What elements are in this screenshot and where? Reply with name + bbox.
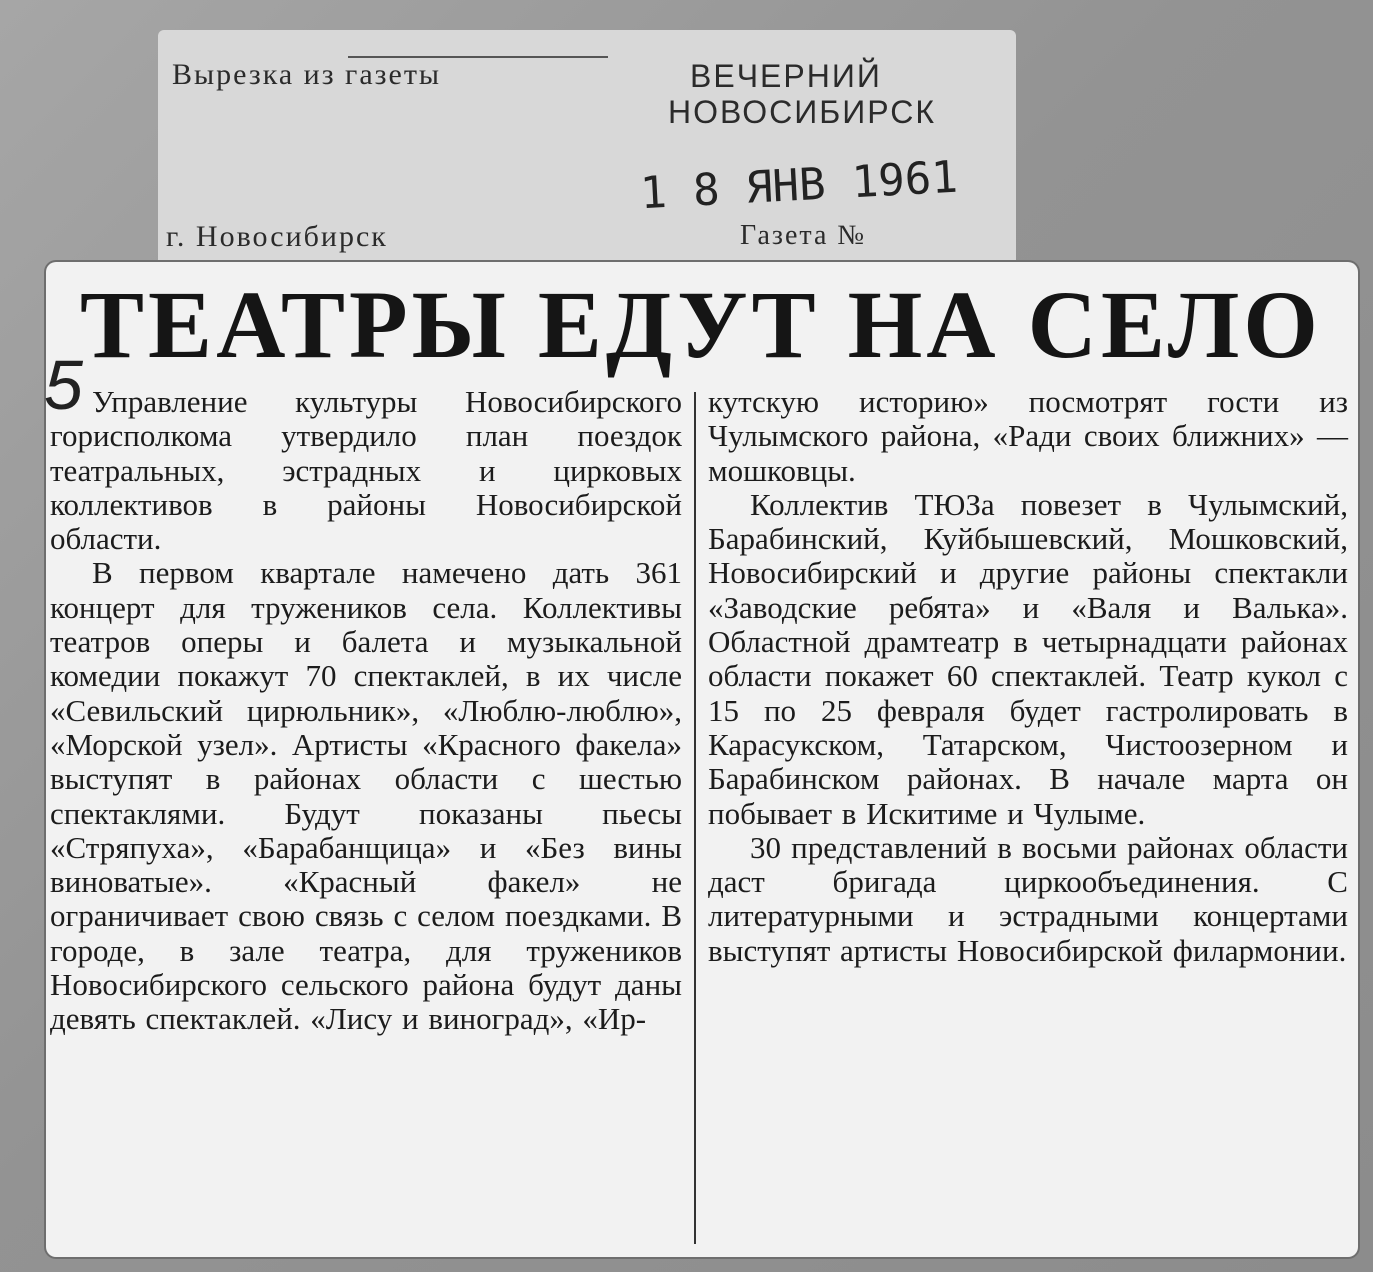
paragraph: кутскую историю» посмотрят гости из Чулымского района, «Ради своих ближних» — мошковцы. <box>708 384 1348 488</box>
date-stamp: 1 8 ЯНВ 1961 <box>638 151 960 220</box>
clipping-from-label: Вырезка из газеты <box>172 58 442 91</box>
newspaper-name-line2: НОВОСИБИРСК <box>668 94 937 130</box>
city-label: г. Новосибирск <box>166 220 388 253</box>
paragraph: В первом квартале намечено дать 361 концерт для тружеников села. Коллективы театров оперы и балета и музыкальной комедии покажут 70 спектаклей, в их числе «Севильский цирюльник», «Люблю-люблю», «Морской узел». Артисты «Красного факела» выступят в районах области с шестью спектаклями. Будут показаны пьесы «Стряпуха», «Барабанщица» и «Без вины виноватые». «Красный факел» не ограничивает свою связь с селом поездками. В городе, в зале театра, для тружеников Новосибирского сельского района будут даны девять спектаклей. «Лису и виноград», «Ир- <box>50 555 682 1037</box>
issue-label: Газета № <box>740 220 867 251</box>
newspaper-name-line1: ВЕЧЕРНИЙ <box>690 58 882 94</box>
paragraph: Управление культуры Новосибирского горисполкома утвердило план поездок театральных, эстрадных и цирковых коллективов в районы Новосибирской области. <box>50 384 682 557</box>
column-divider <box>694 392 696 1244</box>
article-headline: ТЕАТРЫ ЕДУТ НА СЕЛО <box>80 271 1322 378</box>
paragraph: 30 представлений в восьми районах области даст бригада циркообъединения. С литературными и эстрадными концертами выступят артисты Новосибирской филармонии. <box>708 829 1348 968</box>
paragraph: Коллектив ТЮЗа повезет в Чулымский, Барабинский, Куйбышевский, Мошковский, Новосибирский и другие районы спектакли «Заводские ребята» и «Валя и Валька». Областной драмтеатр в четырнадцати районах области покажет 60 спектаклей. Театр кукол с 15 по 25 февраля будет гастролировать в Карасукском, Татарском, Чистоозерном и Барабинском районах. В начале марта он побывает в Искитиме и Чулыме. <box>708 486 1348 831</box>
handwritten-page-mark: 5 <box>44 346 83 424</box>
article-right-column <box>708 385 1348 968</box>
article-left-column <box>50 385 682 1037</box>
